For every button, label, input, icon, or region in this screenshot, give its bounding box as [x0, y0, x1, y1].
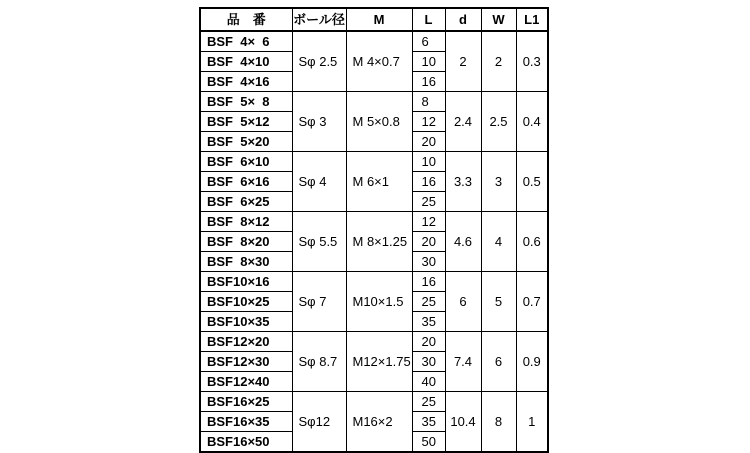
- length-cell: 16: [412, 172, 445, 192]
- length-cell: 12: [412, 112, 445, 132]
- d-cell: 10.4: [445, 392, 481, 453]
- ball-diameter-cell: Sφ 7: [292, 272, 346, 332]
- w-cell: 3: [481, 152, 516, 212]
- header-w: W: [481, 8, 516, 31]
- part-number-cell: BSF10×25: [200, 292, 292, 312]
- length-cell: 30: [412, 352, 445, 372]
- header-ball-diameter: ボール径: [292, 8, 346, 31]
- spec-table: [199, 7, 549, 453]
- length-cell: 16: [412, 72, 445, 92]
- length-cell: 20: [412, 332, 445, 352]
- l1-cell: 0.5: [516, 152, 548, 212]
- thread-cell: M 4×0.7: [346, 31, 412, 92]
- length-cell: 50: [412, 432, 445, 453]
- d-cell: 3.3: [445, 152, 481, 212]
- d-cell: 4.6: [445, 212, 481, 272]
- w-cell: 6: [481, 332, 516, 392]
- part-number-cell: BSF 4×16: [200, 72, 292, 92]
- header-part-number: 品 番: [200, 8, 292, 31]
- header-row: [200, 8, 548, 31]
- part-number-cell: BSF 4× 6: [200, 31, 292, 52]
- length-cell: 16: [412, 272, 445, 292]
- part-number-cell: BSF12×30: [200, 352, 292, 372]
- l1-cell: 1: [516, 392, 548, 453]
- length-cell: 25: [412, 392, 445, 412]
- part-number-cell: BSF 6×25: [200, 192, 292, 212]
- table-row: [200, 272, 548, 292]
- length-cell: 8: [412, 92, 445, 112]
- part-number-cell: BSF 4×10: [200, 52, 292, 72]
- part-number-cell: BSF 5× 8: [200, 92, 292, 112]
- thread-cell: M12×1.75: [346, 332, 412, 392]
- length-cell: 20: [412, 132, 445, 152]
- header-length-l: L: [412, 8, 445, 31]
- thread-cell: M 5×0.8: [346, 92, 412, 152]
- length-cell: 35: [412, 412, 445, 432]
- table-row: [200, 92, 548, 112]
- d-cell: 7.4: [445, 332, 481, 392]
- d-cell: 2: [445, 31, 481, 92]
- length-cell: 30: [412, 252, 445, 272]
- length-cell: 25: [412, 192, 445, 212]
- ball-diameter-cell: Sφ 8.7: [292, 332, 346, 392]
- l1-cell: 0.3: [516, 31, 548, 92]
- header-d: d: [445, 8, 481, 31]
- l1-cell: 0.7: [516, 272, 548, 332]
- table-row: [200, 152, 548, 172]
- thread-cell: M16×2: [346, 392, 412, 453]
- part-number-cell: BSF 5×12: [200, 112, 292, 132]
- ball-diameter-cell: Sφ 4: [292, 152, 346, 212]
- w-cell: 2: [481, 31, 516, 92]
- w-cell: 8: [481, 392, 516, 453]
- part-number-cell: BSF12×40: [200, 372, 292, 392]
- ball-diameter-cell: Sφ 3: [292, 92, 346, 152]
- length-cell: 10: [412, 52, 445, 72]
- length-cell: 40: [412, 372, 445, 392]
- l1-cell: 0.6: [516, 212, 548, 272]
- part-number-cell: BSF16×35: [200, 412, 292, 432]
- length-cell: 35: [412, 312, 445, 332]
- ball-diameter-cell: Sφ 5.5: [292, 212, 346, 272]
- header-l1: [516, 8, 548, 31]
- length-cell: 20: [412, 232, 445, 252]
- d-cell: 2.4: [445, 92, 481, 152]
- table-row: [200, 392, 548, 412]
- part-number-cell: BSF10×35: [200, 312, 292, 332]
- part-number-cell: BSF12×20: [200, 332, 292, 352]
- part-number-cell: BSF 6×10: [200, 152, 292, 172]
- part-number-cell: BSF 6×16: [200, 172, 292, 192]
- w-cell: 2.5: [481, 92, 516, 152]
- header-thread-m: M: [346, 8, 412, 31]
- table-row: [200, 332, 548, 352]
- length-cell: 12: [412, 212, 445, 232]
- part-number-cell: BSF 5×20: [200, 132, 292, 152]
- length-cell: 6: [412, 31, 445, 52]
- part-number-cell: BSF10×16: [200, 272, 292, 292]
- ball-diameter-cell: Sφ12: [292, 392, 346, 453]
- part-number-cell: BSF16×50: [200, 432, 292, 453]
- l1-cell: 0.4: [516, 92, 548, 152]
- thread-cell: M10×1.5: [346, 272, 412, 332]
- ball-diameter-cell: Sφ 2.5: [292, 31, 346, 92]
- l1-cell: 0.9: [516, 332, 548, 392]
- thread-cell: M 6×1: [346, 152, 412, 212]
- part-number-cell: BSF 8×30: [200, 252, 292, 272]
- header-l1-label: L1: [524, 12, 540, 27]
- part-number-cell: BSF 8×20: [200, 232, 292, 252]
- part-number-cell: BSF16×25: [200, 392, 292, 412]
- length-cell: 10: [412, 152, 445, 172]
- thread-cell: M 8×1.25: [346, 212, 412, 272]
- table-row: [200, 212, 548, 232]
- table-row: [200, 31, 548, 52]
- part-number-cell: BSF 8×12: [200, 212, 292, 232]
- d-cell: 6: [445, 272, 481, 332]
- spec-body: [200, 31, 548, 452]
- length-cell: 25: [412, 292, 445, 312]
- w-cell: 5: [481, 272, 516, 332]
- w-cell: 4: [481, 212, 516, 272]
